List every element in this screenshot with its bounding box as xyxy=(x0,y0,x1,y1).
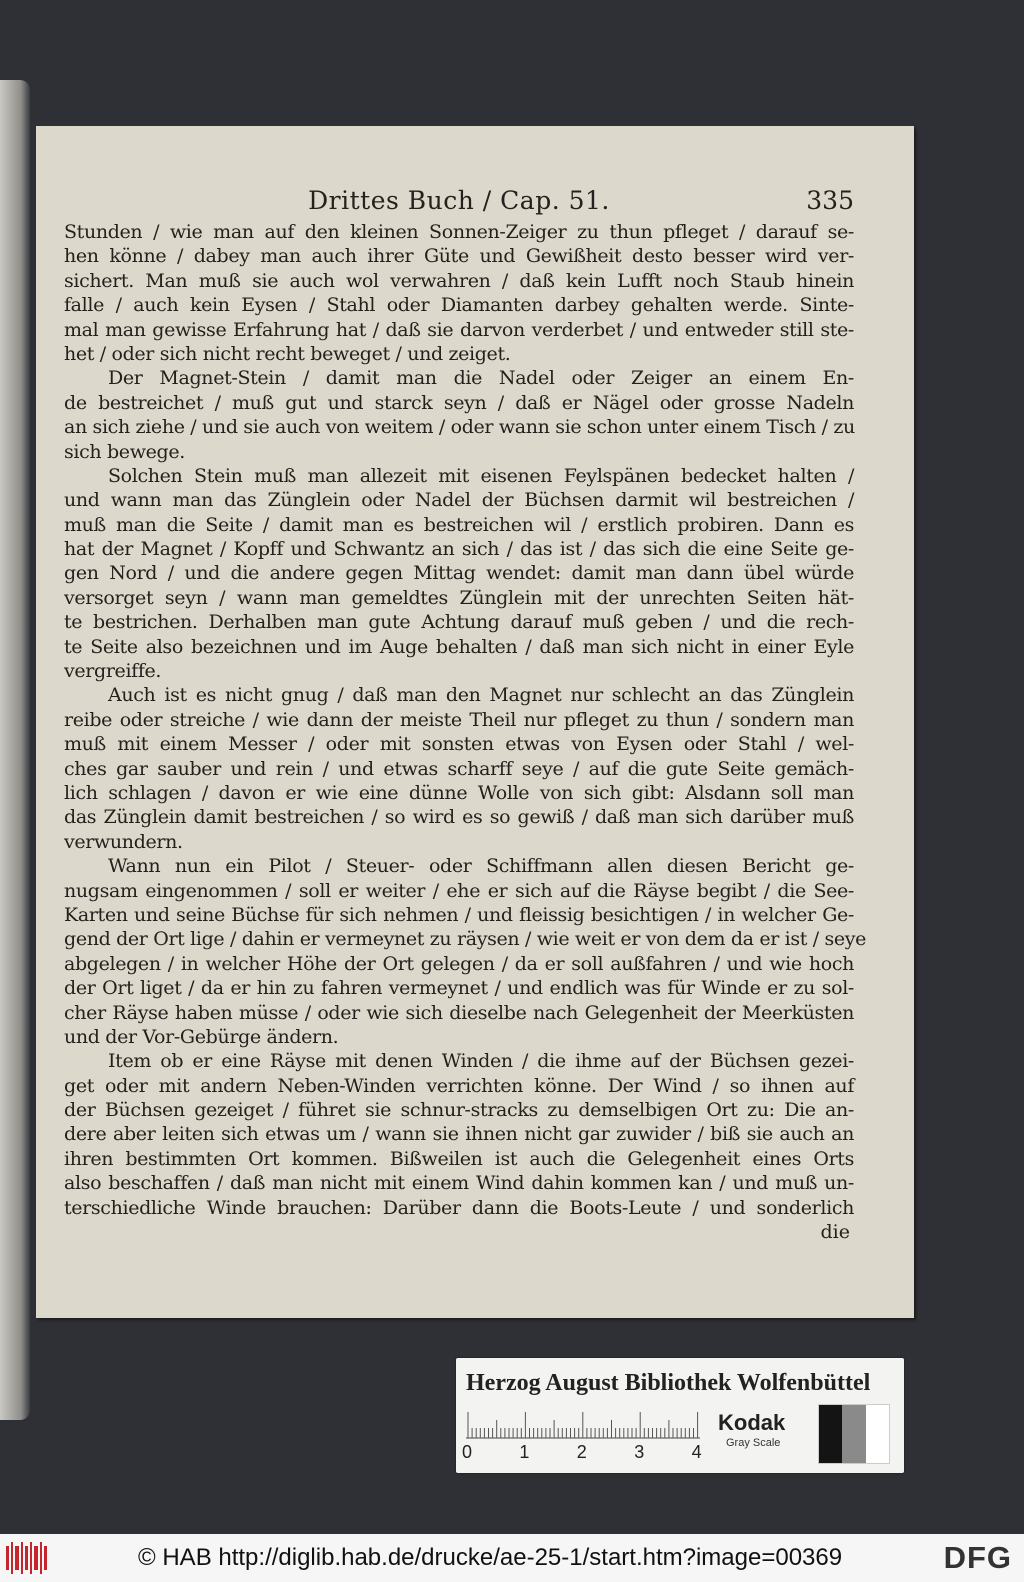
page-header xyxy=(64,186,854,220)
color-calibration-target xyxy=(456,1358,904,1473)
text-line: hen könne / dabey man auch ihrer Güte und Gewißheit desto besser wird ver- xyxy=(64,245,854,268)
text-line: Item ob er eine Räyse mit denen Winden / die ihme auf der Büchsen gezei- xyxy=(108,1050,854,1073)
text-line: hat der Magnet / Kopff und Schwantz an sich / das ist / das sich die eine Seite ge- xyxy=(64,538,854,561)
book-page xyxy=(36,126,914,1318)
text-line: Stunden / wie man auf den kleinen Sonnen-Zeiger zu thun pfleget / darauf se- xyxy=(64,221,854,243)
text-line: Solchen Stein muß man allezeit mit eisenen Feylspänen bedecket halten / xyxy=(108,464,854,487)
text-line: und wann man das Zünglein oder Nadel der Büchsen darmit wil bestreichen / xyxy=(64,489,854,512)
text-line: abgelegen / in welcher Höhe der Ort gelegen / da er soll außfahren / und wie hoch xyxy=(64,952,854,975)
ruler-label: 2 xyxy=(576,1442,587,1462)
gray-patch xyxy=(866,1405,889,1463)
text-line: versorget seyn / wann man gemeldtes Zünglein mit der unrechten Seiten hät- xyxy=(64,586,854,609)
text-line: de bestreichet / muß gut und starck seyn / daß er Nägel oder grosse Nadeln xyxy=(64,391,854,414)
text-line: falle / auch kein Eysen / Stahl oder Diamanten darbey gehalten werde. Sinte- xyxy=(64,294,854,317)
ruler-label: 3 xyxy=(634,1442,645,1462)
ruler-label: 0 xyxy=(462,1442,473,1462)
gray-scale-label: Gray Scale xyxy=(726,1437,781,1449)
text-line: te bestrichen. Derhalben man gute Achtung darauf muß geben / und die rech- xyxy=(64,611,854,634)
text-line: nugsam eingenommen / soll er weiter / ehe er sich auf die Räyse begibt / die See- xyxy=(64,879,854,902)
kodak-logo: Kodak xyxy=(718,1410,786,1435)
text-line: also beschaffen / daß man nicht mit einem Wind dahin kommen kan / und muß un- xyxy=(64,1172,854,1195)
text-line: Wann nun ein Pilot / Steuer- oder Schiffmann allen diesen Bericht ge- xyxy=(108,855,854,878)
text-line: terschiedliche Winde brauchen: Darüber dann die Boots-Leute / und sonderlich xyxy=(64,1196,854,1219)
text-line: Auch ist es nicht gnug / daß man den Magnet nur schlecht an das Zünglein xyxy=(108,684,854,707)
text-line: get oder mit andern Neben-Winden verrichten könne. Der Wind / so ihnen auf xyxy=(64,1074,854,1097)
copyright-url: © HAB http://diglib.hab.de/drucke/ae-25-1/start.htm?image=00369 xyxy=(138,1544,843,1571)
text-line: reibe oder streiche / wie dann der meiste Theil nur pfleget zu thun / sondern man xyxy=(64,708,854,731)
text-line: muß man die Seite / damit man es bestreichen wil / erstlich probiren. Dann es xyxy=(64,513,854,536)
dfg-logo: DFG xyxy=(943,1540,1012,1575)
page-number: 335 xyxy=(806,186,854,215)
adjacent-page-edge xyxy=(0,80,30,1420)
text-line: sichert. Man muß sie auch wol verwahren / daß kein Lufft noch Staub hinein xyxy=(64,269,854,292)
text-line: muß mit einem Messer / oder mit sonsten etwas von Eysen oder Stahl / wel- xyxy=(64,733,854,756)
text-line: gend der Ort lige / dahin er vermeynet zu räysen / wie weit er von dem da er ist / seye xyxy=(64,928,867,951)
running-title: Drittes Buch / Cap. 51. xyxy=(308,186,610,215)
text-line: der Büchsen gezeiget / führet sie schnur-stracks zu demselbigen Ort zu: Die an- xyxy=(64,1099,854,1122)
text-line: und der Vor-Gebürge ändern. xyxy=(64,1025,339,1048)
text-line: ihren bestimmten Ort kommen. Bißweilen ist auch die Gelegenheit eines Orts xyxy=(64,1147,854,1170)
text-line: an sich ziehe / und sie auch von weitem / oder wann sie schon unter einem Tisch / zu xyxy=(64,416,855,439)
catchword: die xyxy=(820,1221,850,1244)
footer-bar xyxy=(0,1534,1024,1582)
gray-patch xyxy=(819,1405,842,1463)
hab-barcode-icon xyxy=(6,1542,48,1574)
text-line: der Ort liget / da er hin zu fahren vermeynet / und endlich was für Winde er zu sol- xyxy=(64,977,854,1000)
page-content xyxy=(64,186,867,1244)
text-line: sich bewege. xyxy=(64,440,185,463)
text-line: cher Räyse haben müsse / oder wie sich dieselbe nach Gelegenheit der Meerküsten xyxy=(64,1001,854,1024)
text-line: het / oder sich nicht recht beweget / und zeiget. xyxy=(64,342,511,365)
scale-ruler xyxy=(466,1410,700,1444)
text-line: vergreiffe. xyxy=(64,660,162,683)
text-line: verwundern. xyxy=(64,830,183,853)
text-line: das Zünglein damit bestreichen / so wird es so gewiß / daß man sich darüber muß xyxy=(64,806,854,829)
text-line: lich schlagen / davon er wie eine dünne Wolle von sich gibt: Alsdann soll man xyxy=(64,781,854,804)
text-line: te Seite also bezeichnen und im Auge behalten / daß man sich nicht in einer Eyle xyxy=(64,635,854,658)
gray-patch xyxy=(842,1405,865,1463)
ruler-label: 1 xyxy=(519,1442,530,1462)
ruler-label: 4 xyxy=(691,1442,702,1462)
text-line: Karten und seine Büchse für sich nehmen / und fleissig besichtigen / in welcher Ge- xyxy=(64,903,854,926)
text-line: mal man gewisse Erfahrung hat / daß sie darvon verderbet / und entweder still ste- xyxy=(64,318,854,341)
text-line: dere aber leiten sich etwas um / wann sie ihnen nicht gar zuwider / biß sie auch an xyxy=(64,1123,854,1146)
text-body xyxy=(64,220,867,1220)
text-line: ches gar sauber und rein / und etwas scharff seye / auf die gute Seite gemäch- xyxy=(64,757,854,780)
institution-name: Herzog August Bibliothek Wolfenbüttel xyxy=(466,1370,871,1396)
text-line: gen Nord / und die andere gegen Mittag wendet: damit man dann übel würde xyxy=(64,562,854,585)
gray-patches xyxy=(818,1404,890,1464)
text-line: Der Magnet-Stein / damit man die Nadel oder Zeiger an einem En- xyxy=(108,367,854,390)
